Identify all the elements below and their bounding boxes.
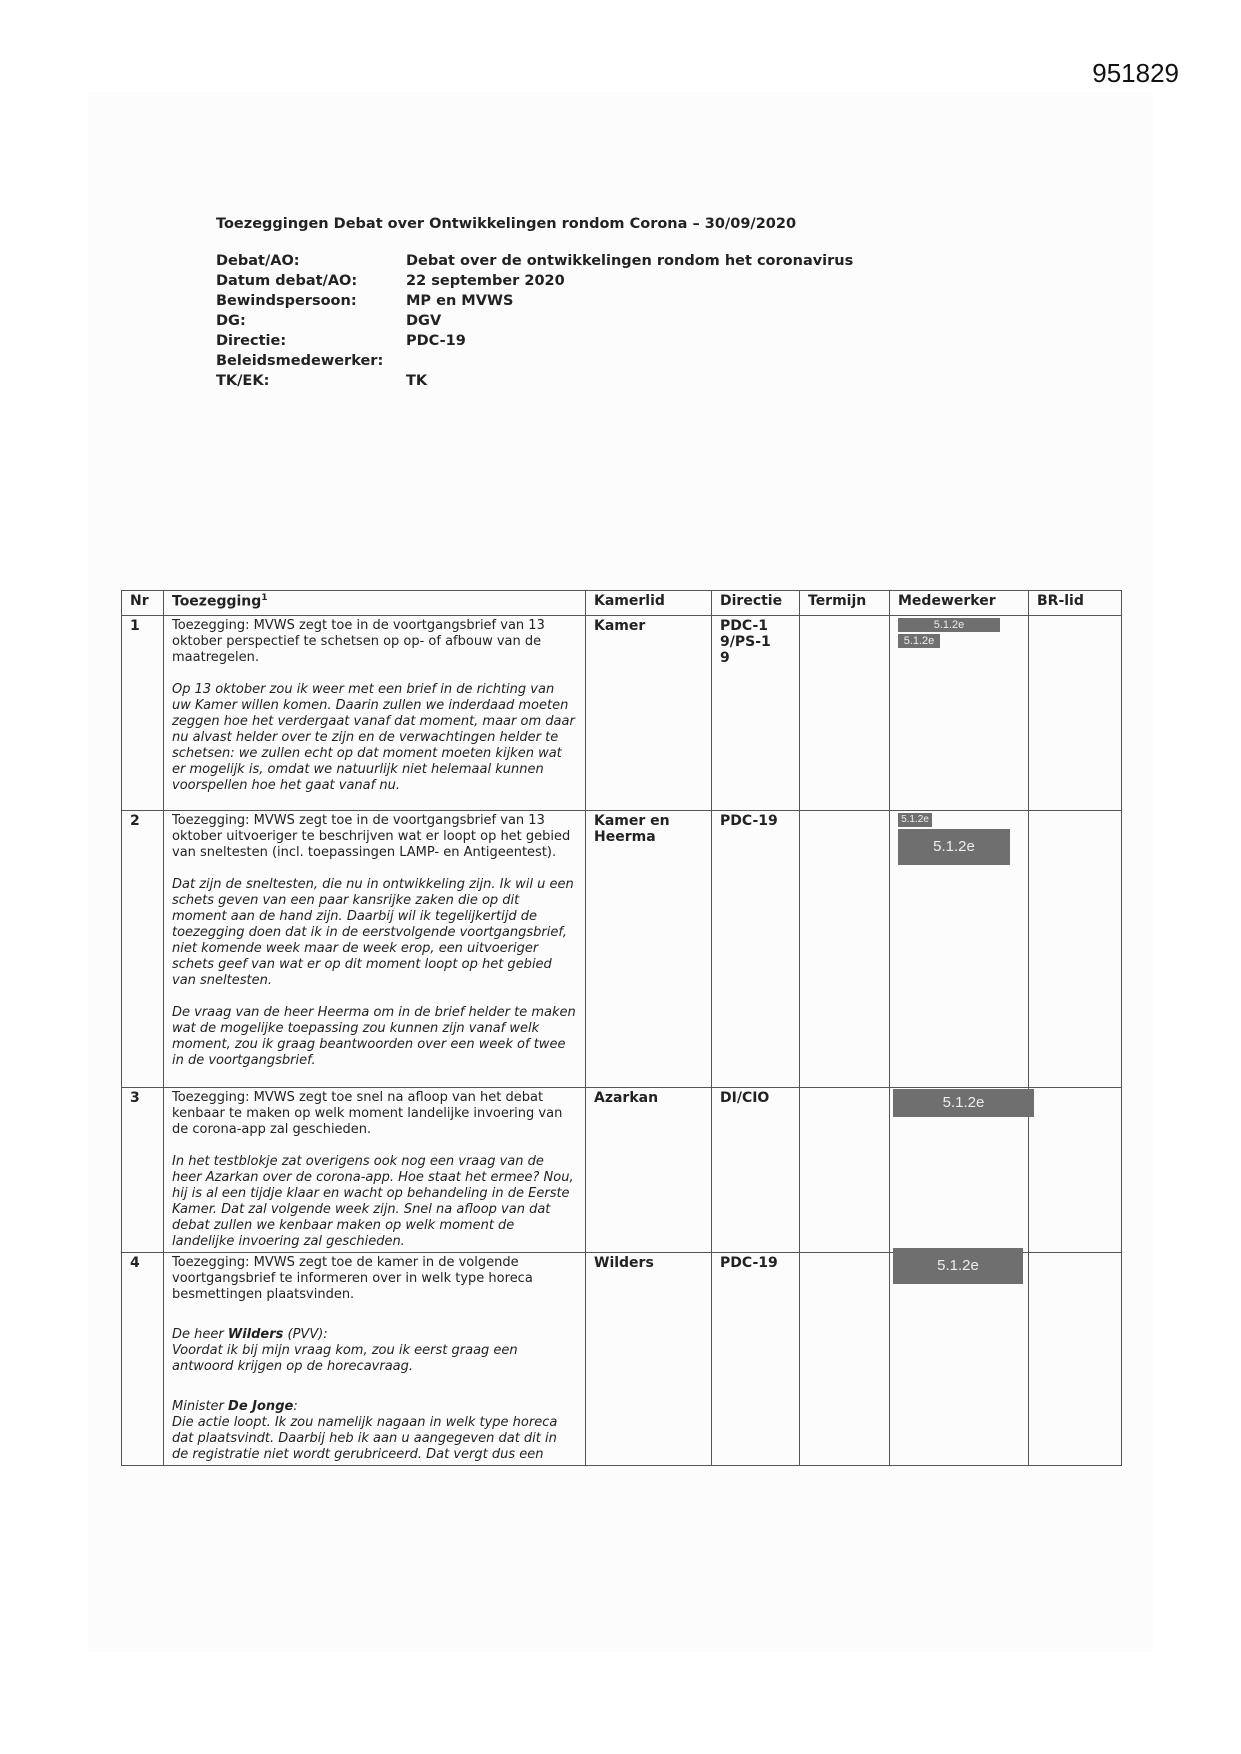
toezegging-text: Toezegging: MVWS zegt toe in de voortgangsbrief van 13 oktober uitvoeriger te beschrijven wat er loopt op het gebied van sneltesten (incl. toepassingen LAMP- en Antigeentest).	[172, 813, 571, 860]
debate-quote: Dat zijn de sneltesten, die nu in ontwikkeling zijn. Ik wil u een schets geven van een paar kansrijke zaken die op dit moment aan de hand zijn. Daarbij wil ik tegelijkertijd de toezegging doen dat ik in de eerstvolgende voortgangsbrief, niet komende week maar de week erop, een uitvoeriger schets geef van wat er op dit moment loopt op het gebied van sneltesten.	[172, 877, 574, 988]
debate-quote: In het testblokje zat overigens ook nog een vraag van de heer Azarkan over de corona-app. Hoe staat het ermee? Nou, hij is al een tijdje klaar en wacht op behandeling in de Eerste Kamer. Dat zal volgende week zijn. Snel na afloop van dat debat zullen we kenbaar maken op welk moment de landelijke invoering zal geschieden.	[172, 1154, 574, 1249]
meta-label: Directie:	[216, 333, 287, 349]
table-row	[122, 616, 1122, 811]
row-termijn	[800, 1088, 890, 1253]
redaction-box: 5.1.2e	[898, 813, 932, 827]
table-row	[122, 1253, 1122, 1466]
row-toezegging	[164, 1088, 586, 1253]
row-termijn	[800, 616, 890, 811]
header-directie: Directie	[712, 591, 800, 616]
meta-value: 22 september 2020	[406, 273, 565, 289]
row-kamerlid: Kamer	[586, 616, 712, 811]
meta-row	[216, 313, 853, 333]
header-toezegging-label: Toezegging	[172, 593, 262, 610]
row-toezegging	[164, 1253, 586, 1466]
speaker-name: De Jonge	[228, 1399, 294, 1414]
meta-block	[216, 253, 853, 393]
redaction-box: 5.1.2e	[898, 618, 1000, 632]
meta-value: Debat over de ontwikkelingen rondom het coronavirus	[406, 253, 854, 269]
row-br-lid	[1029, 1088, 1122, 1253]
meta-row	[216, 273, 853, 293]
meta-value: PDC-19	[406, 333, 466, 349]
row-directie-text: PDC-19/PS-19	[720, 618, 771, 666]
row-kamerlid: Azarkan	[586, 1088, 712, 1253]
debate-quote: De vraag van de heer Heerma om in de brief helder te maken wat de mogelijke toepassing zou kunnen zijn vanaf welk moment, zou ik graag beantwoorden over een week of twee in de voortgangsbrief.	[172, 1005, 576, 1068]
toezeggingen-table	[121, 590, 1122, 1466]
row-nr: 3	[122, 1088, 164, 1253]
speaker-suffix: :	[293, 1399, 298, 1414]
document-number: 951829	[1092, 58, 1179, 88]
table-row	[122, 1088, 1122, 1253]
row-br-lid	[1029, 616, 1122, 811]
header-nr: Nr	[122, 591, 164, 616]
speaker-prefix: De heer	[172, 1327, 228, 1342]
row-kamerlid: Kamer en Heerma	[586, 811, 712, 1088]
table-row	[122, 811, 1122, 1088]
meta-label: Beleidsmedewerker:	[216, 353, 384, 369]
row-medewerker	[890, 811, 1029, 1088]
debate-quote: Op 13 oktober zou ik weer met een brief in de richting van uw Kamer willen komen. Daarin zullen we inderdaad moeten zeggen hoe het verdergaat vanaf dat moment, maar om daar nu alvast helder over te zijn en de verwachtingen helder te schetsen: we zullen echt op dat moment moeten kijken wat er mogelijk is, omdat we natuurlijk niet helemaal kunnen voorspellen hoe het gaat vanaf nu.	[172, 682, 575, 793]
meta-label: Debat/AO:	[216, 253, 300, 269]
header-kamerlid: Kamerlid	[586, 591, 712, 616]
toezegging-text: Toezegging: MVWS zegt toe de kamer in de volgende voortgangsbrief te informeren over in welk type horeca besmettingen plaatsvinden.	[172, 1255, 533, 1302]
meta-row	[216, 373, 853, 393]
row-directie: DI/CIO	[712, 1088, 800, 1253]
debate-speaker	[172, 1399, 577, 1463]
toezegging-text: Toezegging: MVWS zegt toe snel na afloop van het debat kenbaar te maken op welk moment landelijke invoering van de corona-app zal geschieden.	[172, 1090, 563, 1137]
meta-row	[216, 253, 853, 273]
redaction-box: 5.1.2e	[898, 634, 940, 648]
row-termijn	[800, 811, 890, 1088]
header-termijn: Termijn	[800, 591, 890, 616]
speaker-text: Voordat ik bij mijn vraag kom, zou ik eerst graag een antwoord krijgen op de horecavraag.	[172, 1343, 518, 1374]
row-directie	[712, 616, 800, 811]
row-medewerker	[890, 1088, 1029, 1253]
header-toezegging	[164, 591, 586, 616]
row-br-lid	[1029, 1253, 1122, 1466]
speaker-text: Die actie loopt. Ik zou namelijk nagaan in welk type horeca dat plaatsvindt. Daarbij heb ik aan u aangegeven dat dit in de registratie niet wordt gerubriceerd. Dat vergt dus een	[172, 1415, 558, 1462]
row-medewerker	[890, 1253, 1029, 1466]
row-br-lid	[1029, 811, 1122, 1088]
row-directie: PDC-19	[712, 811, 800, 1088]
table-header-row	[122, 591, 1122, 616]
row-termijn	[800, 1253, 890, 1466]
meta-label: Datum debat/AO:	[216, 273, 358, 289]
document-title: Toezeggingen Debat over Ontwikkelingen rondom Corona – 30/09/2020	[216, 216, 797, 232]
meta-label: Bewindspersoon:	[216, 293, 357, 309]
redaction-box: 5.1.2e	[893, 1248, 1023, 1284]
meta-value: MP en MVWS	[406, 293, 514, 309]
meta-value: DGV	[406, 313, 442, 329]
row-nr: 1	[122, 616, 164, 811]
meta-row	[216, 333, 853, 353]
row-nr: 2	[122, 811, 164, 1088]
row-toezegging	[164, 811, 586, 1088]
meta-label: DG:	[216, 313, 246, 329]
speaker-name: Wilders	[227, 1327, 284, 1342]
speaker-prefix: Minister	[172, 1399, 229, 1414]
row-kamerlid: Wilders	[586, 1253, 712, 1466]
redaction-box: 5.1.2e	[898, 829, 1010, 865]
toezegging-text: Toezegging: MVWS zegt toe in de voortgangsbrief van 13 oktober perspectief te schetsen op op- of afbouw van de maatregelen.	[172, 618, 545, 665]
redaction-box: 5.1.2e	[893, 1089, 1034, 1117]
meta-row	[216, 353, 853, 373]
header-medewerker: Medewerker	[890, 591, 1029, 616]
debate-speaker	[172, 1327, 577, 1375]
meta-row	[216, 293, 853, 313]
row-medewerker	[890, 616, 1029, 811]
row-nr: 4	[122, 1253, 164, 1466]
row-toezegging	[164, 616, 586, 811]
speaker-suffix: (PVV):	[283, 1327, 328, 1342]
meta-value: TK	[406, 373, 428, 389]
row-directie: PDC-19	[712, 1253, 800, 1466]
meta-label: TK/EK:	[216, 373, 270, 389]
header-br-lid: BR-lid	[1029, 591, 1122, 616]
footnote-marker: 1	[261, 593, 268, 603]
